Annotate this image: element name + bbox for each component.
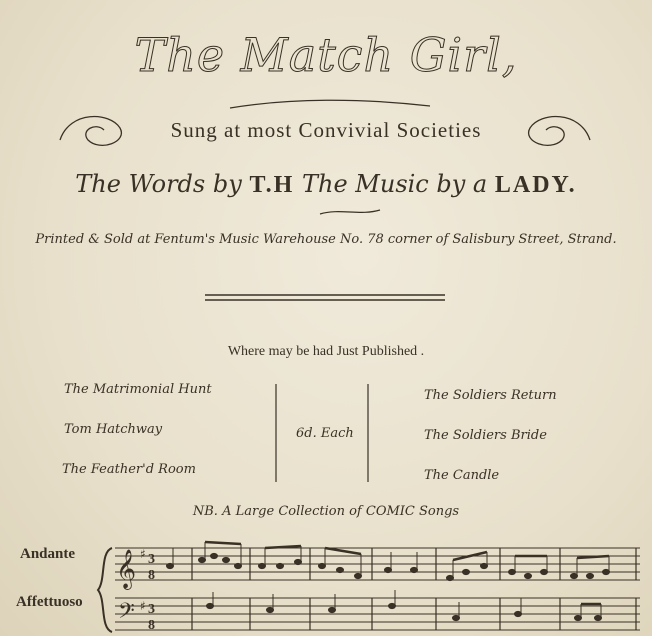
tempo-marking-lower: Affettuoso [16, 594, 83, 610]
catalogue-heading: Where may be had Just Published . [227, 344, 425, 359]
credits-music-label: The Music by a [301, 170, 488, 198]
bass-notes [207, 590, 602, 621]
treble-clef-icon: 𝄞 [116, 549, 137, 589]
composer-name: LADY. [494, 172, 577, 198]
bass-sharp-icon: ♯ [140, 599, 146, 613]
catalogue-left-item: Tom Hatchway [64, 422, 163, 437]
treble-sharp-icon: ♯ [140, 547, 146, 561]
song-title: The Match Girl, [134, 28, 518, 82]
publisher-imprint: Printed & Sold at Fentum's Music Warehouse No. 78 corner of Salisbury Street, Strand. [35, 232, 617, 247]
bass-time-signature-lower: 8 [148, 618, 155, 633]
catalogue-price: 6d. Each [296, 426, 354, 441]
catalogue-left-item: The Feather'd Room [62, 462, 196, 477]
catalogue-note: NB. A Large Collection of COMIC Songs [192, 504, 460, 519]
song-subtitle: Sung at most Convivial Societies [170, 118, 482, 142]
bass-time-signature: 3 [148, 602, 155, 617]
catalogue-right-item: The Candle [424, 468, 500, 483]
bass-clef-icon: 𝄢 [118, 599, 135, 629]
bass-staff [115, 598, 640, 630]
catalogue-left-item: The Matrimonial Hunt [64, 382, 212, 397]
lyricist-name: T.H [249, 172, 295, 198]
treble-time-signature: 3 [148, 552, 155, 567]
catalogue-right-item: The Soldiers Return [424, 388, 557, 403]
title-underline-swash [230, 100, 430, 108]
system-brace [98, 548, 112, 632]
catalogue-right-item: The Soldiers Bride [424, 428, 547, 443]
credits-words-label: The Words by [75, 170, 242, 198]
treble-time-signature-lower: 8 [148, 568, 155, 583]
barlines [192, 548, 636, 630]
credits-swash [320, 210, 380, 214]
tempo-marking-upper: Andante [20, 546, 76, 562]
credits-line [0, 170, 652, 199]
treble-staff [115, 548, 640, 580]
